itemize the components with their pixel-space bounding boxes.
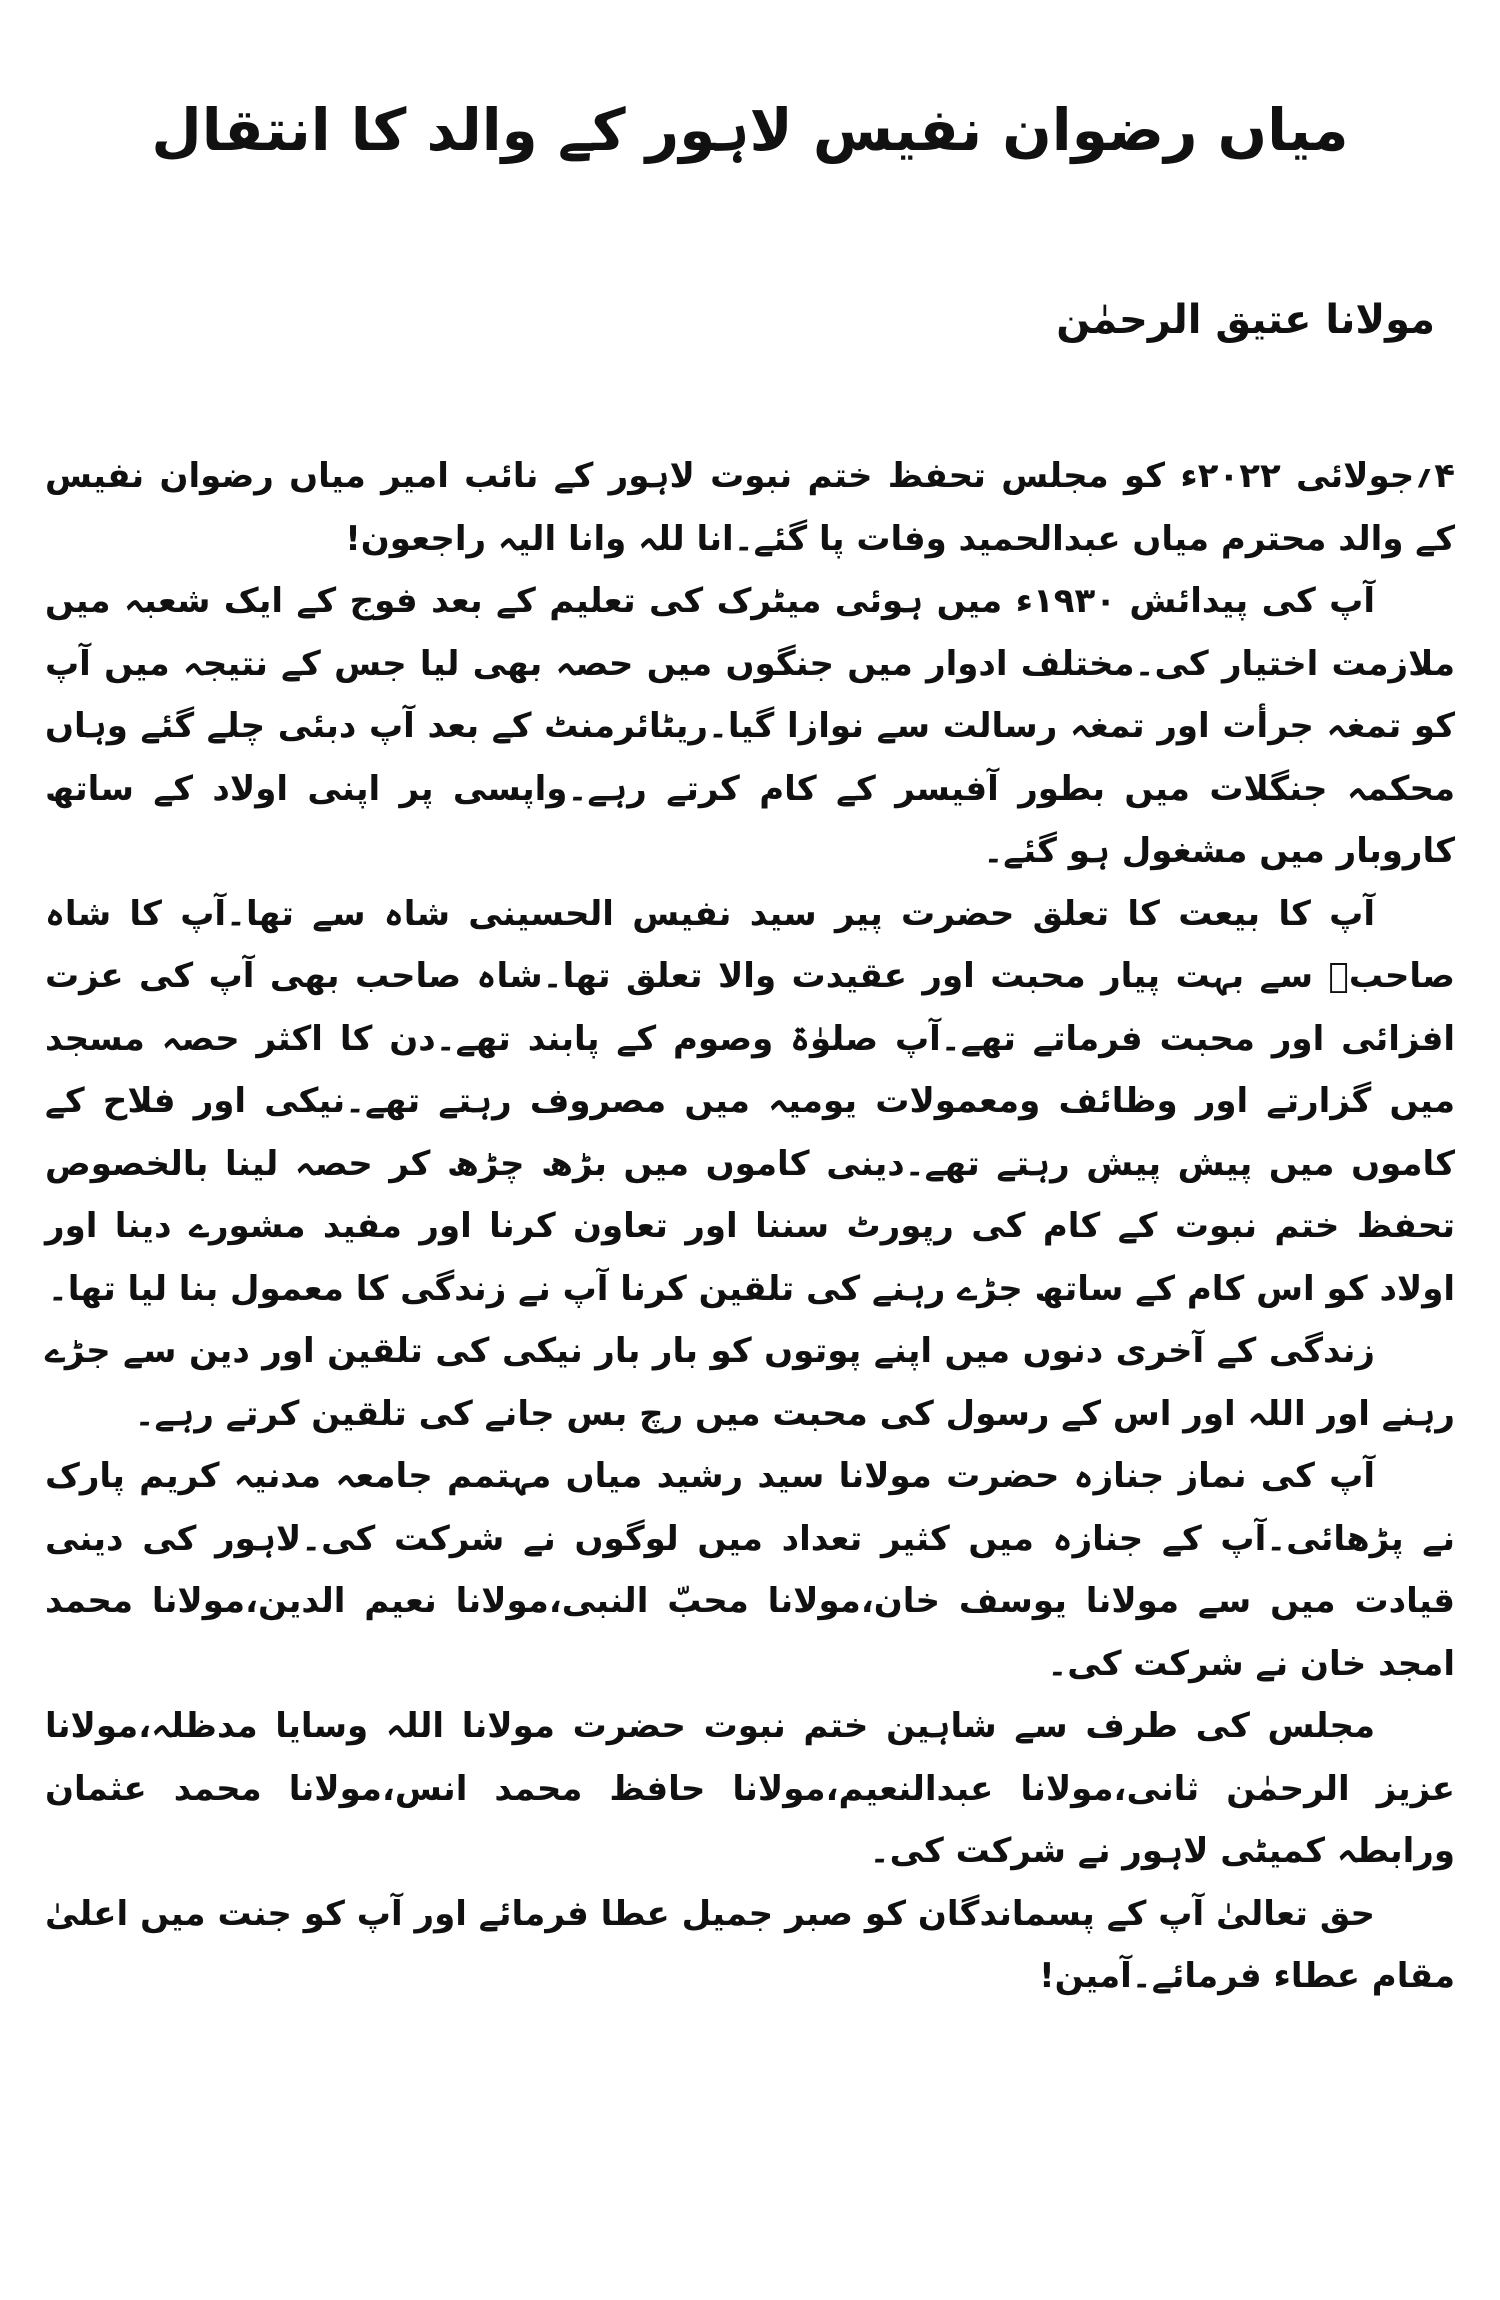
article-paragraph: حق تعالیٰ آپ کے پسماندگان کو صبر جمیل عطا فرمائے اور آپ کو جنت میں اعلیٰ مقام عطاء فرمائے۔آمین! bbox=[45, 1893, 1455, 1996]
article-paragraph: مجلس کی طرف سے شاہین ختم نبوت حضرت مولانا اللہ وسایا مدظلہ،مولانا عزیز الرحمٰن ثانی،مولانا عبدالنعیم،مولانا حافظ محمد انس،مولانا محمد عثمان ورابطہ کمیٹی لاہور نے شرکت کی۔ bbox=[45, 1706, 1455, 1871]
article-paragraph: آپ کی پیدائش ۱۹۳۰ء میں ہوئی میٹرک کی تعلیم کے بعد فوج کے ایک شعبہ میں ملازمت اختیار کی۔مختلف ادوار میں جنگوں میں حصہ بھی لیا جس کے نتیجہ میں آپ کو تمغہ جرأت اور تمغہ رسالت سے نوازا گیا۔ریٹائرمنٹ کے بعد آپ دبئی چلے گئے وہاں محکمہ جنگلات میں بطور آفیسر کے کام کرتے رہے۔واپسی پر اپنی اولاد کے ساتھ کاروبار میں مشغول ہو گئے۔ bbox=[45, 581, 1455, 871]
article-author: مولانا عتیق الرحمٰن bbox=[1056, 297, 1435, 343]
article-body bbox=[45, 445, 1455, 2008]
article-paragraph: زندگی کے آخری دنوں میں اپنے پوتوں کو بار بار نیکی کی تلقین اور دین سے جڑے رہنے اور اللہ اور اس کے رسول کی محبت میں رچ بس جانے کی تلقین کرتے رہے۔ bbox=[45, 1331, 1455, 1434]
article-paragraph: آپ کی نماز جنازہ حضرت مولانا سید رشید میاں مہتمم جامعہ مدنیہ کریم پارک نے پڑھائی۔آپ کے جنازہ میں کثیر تعداد میں لوگوں نے شرکت کی۔لاہور کی دینی قیادت میں سے مولانا یوسف خان،مولانا محبّ النبی،مولانا نعیم الدین،مولانا محمد امجد خان نے شرکت کی۔ bbox=[45, 1456, 1455, 1684]
article-paragraph: ۴؍جولائی ۲۰۲۲ء کو مجلس تحفظ ختم نبوت لاہور کے نائب امیر میاں رضوان نفیس کے والد محترم میاں عبدالحمید وفات پا گئے۔انا للہ وانا الیہ راجعون! bbox=[45, 456, 1455, 559]
article-title: میاں رضوان نفیس لاہور کے والد کا انتقال bbox=[151, 96, 1349, 164]
article-paragraph: آپ کا بیعت کا تعلق حضرت پیر سید نفیس الحسینی شاہ سے تھا۔آپ کا شاہ صاحبؒ سے بہت پیار محبت اور عقیدت والا تعلق تھا۔شاہ صاحب بھی آپ کی عزت افزائی اور محبت فرماتے تھے۔آپ صلوٰۃ وصوم کے پابند تھے۔دن کا اکثر حصہ مسجد میں گزارتے اور وظائف ومعمولات یومیہ میں مصروف رہتے تھے۔نیکی اور فلاح کے کاموں میں پیش پیش رہتے تھے۔دینی کاموں میں بڑھ چڑھ کر حصہ لینا بالخصوص تحفظ ختم نبوت کے کام کی رپورٹ سننا اور تعاون کرنا اور مفید مشورے دینا اور اولاد کو اس کام کے ساتھ جڑے رہنے کی تلقین کرنا آپ نے زندگی کا معمول بنا لیا تھا۔ bbox=[45, 893, 1455, 1309]
